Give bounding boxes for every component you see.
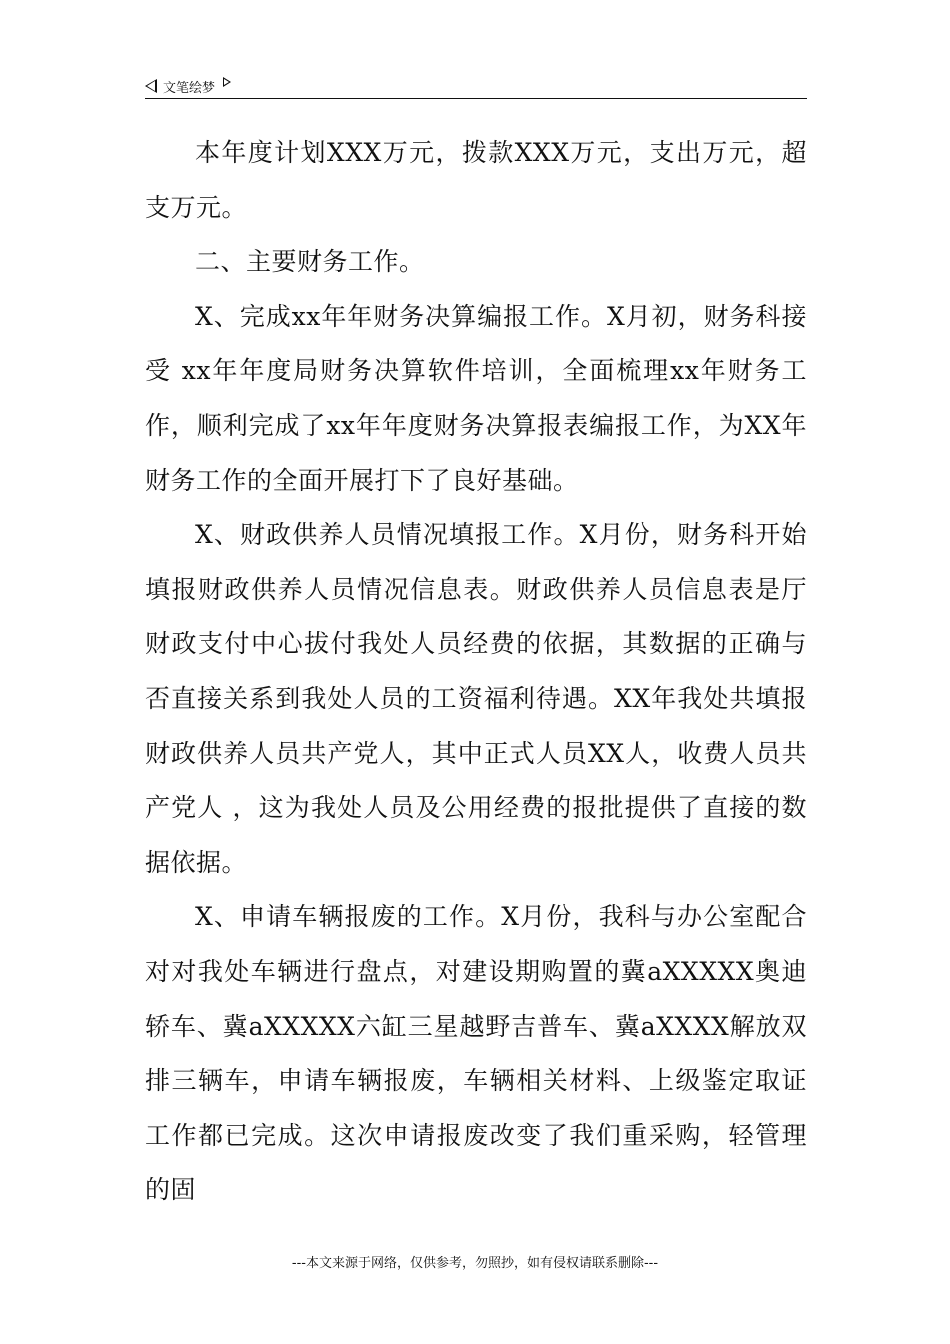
document-body <box>145 126 807 1218</box>
paragraph-budget: 本年度计划XXX万元，拨款XXX万元，支出万元，超支万元。 <box>145 138 807 222</box>
header-divider <box>145 98 807 99</box>
paragraph-staff-report: X、财政供养人员情况填报工作。X月份，财务科开始填报财政供养人员情况信息表。财政供养人员信息表是厅财政支付中心拔付我处人员经费的依据，其数据的正确与否直接关系到我处人员的工资福利待遇。XX年我处共填报财政供养人员共产党人，其中正式人员XX人，收费人员共产党人 ，这为我处人员及公用经费的报批提供了直接的数据依据。 <box>145 520 807 877</box>
right-triangle-icon <box>223 77 231 87</box>
section-heading: 二、主要财务工作。 <box>195 247 425 277</box>
left-triangle-icon <box>145 79 157 93</box>
paragraph-vehicle-scrap: X、申请车辆报废的工作。X月份，我科与办公室配合对对我处车辆进行盘点，对建设期购置的冀aXXXXX奥迪轿车、冀aXXXXX六缸三星越野吉普车、冀aXXXX解放双排三辆车，申请车辆报废，车辆相关材料、上级鉴定取证工作都已完成。这次申请报废改变了我们重采购，轻管理的固 <box>145 902 807 1205</box>
paragraph-final-accounts: X、完成xx年年财务决算编报工作。X月初，财务科接受 xx年年度局财务决算软件培训，全面梳理xx年财务工作，顺利完成了xx年年度财务决算报表编报工作，为XX年财务工作的全面开展打下了良好基础。 <box>145 301 807 495</box>
page-header <box>145 74 807 98</box>
header-title: 文笔绘梦 <box>163 80 216 96</box>
footer-notice: ---本文来源于网络，仅供参考，勿照抄，如有侵权请联系删除--- <box>291 1256 659 1271</box>
